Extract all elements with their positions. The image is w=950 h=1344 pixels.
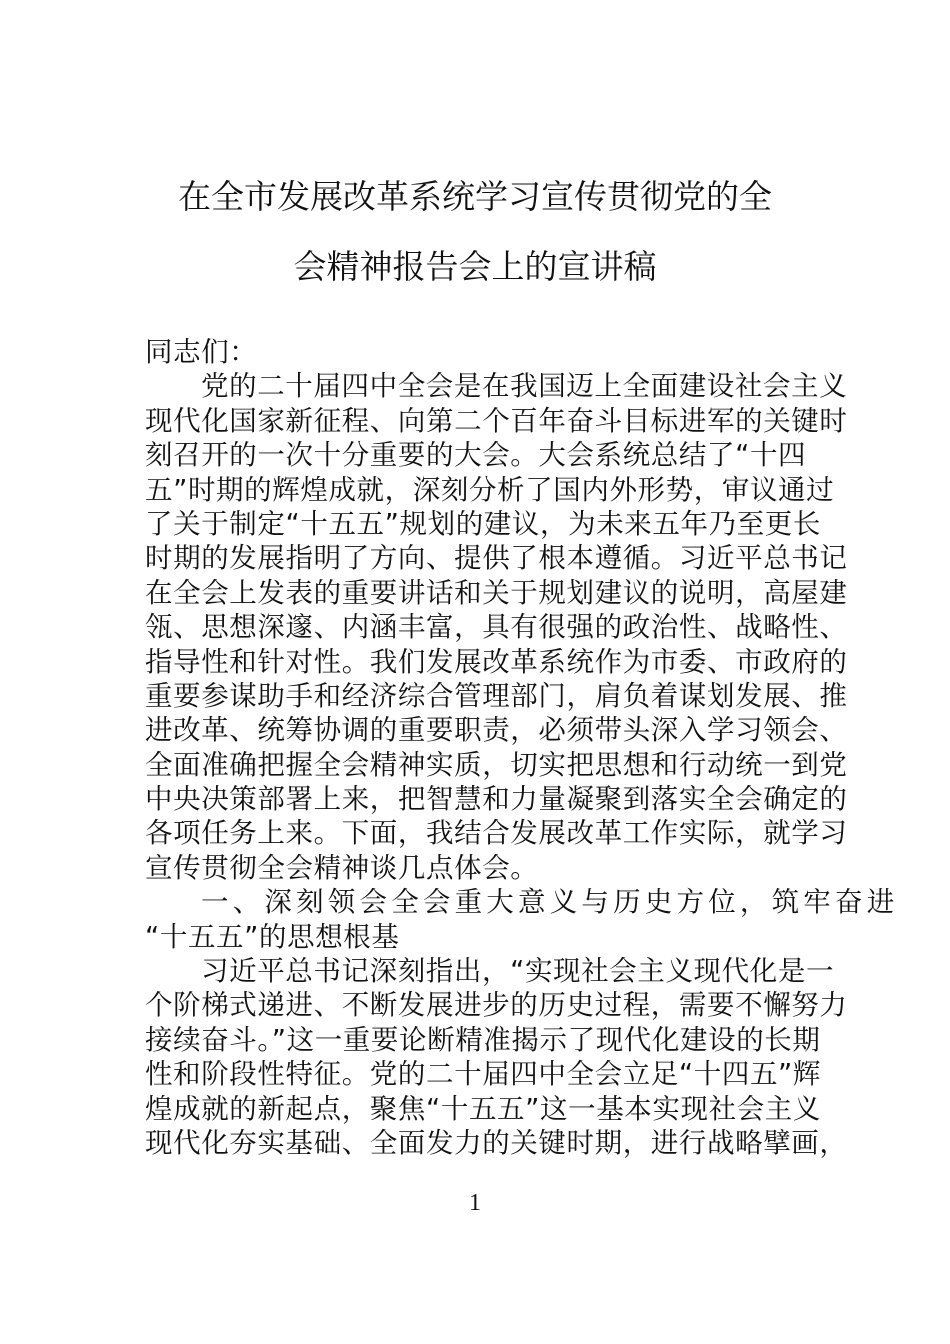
- paragraph-line: 五”时期的辉煌成就，深刻分析了国内外形势，审议通过: [145, 473, 835, 506]
- document-body: [145, 335, 899, 1160]
- page-number: 1: [469, 1190, 481, 1216]
- paragraph-line: 现代化夯实基础、全面发力的关键时期，进行战略擘画，: [145, 1126, 848, 1159]
- section-heading: 一、深刻领会全会重大意义与历史方位，筑牢奋进: [201, 886, 899, 919]
- document-title-line-2: 会精神报告会上的宣讲稿: [293, 247, 657, 286]
- paragraph-line: 现代化国家新征程、向第二个百年奋斗目标进军的关键时: [145, 404, 848, 437]
- paragraph-line: 进改革、统筹协调的重要职责，必须带头深入学习领会、: [145, 714, 848, 747]
- document-title-line-1: 在全市发展改革系统学习宣传贯彻党的全: [178, 177, 772, 216]
- paragraph-line: 瓴、思想深邃、内涵丰富，具有很强的政治性、战略性、: [145, 611, 848, 644]
- paragraph-line: 刻召开的一次十分重要的大会。大会系统总结了“十四: [145, 439, 807, 472]
- paragraph-line: 党的二十届四中全会是在我国迈上全面建设社会主义: [201, 370, 848, 403]
- paragraph-line: 个阶梯式递进、不断发展进步的历史过程，需要不懈努力: [145, 989, 848, 1022]
- salutation: 同志们：: [145, 336, 258, 368]
- paragraph-line: 宣传贯彻全会精神谈几点体会。: [145, 851, 539, 884]
- paragraph-line: 了关于制定“十五五”规划的建议，为未来五年乃至更长: [145, 507, 821, 540]
- paragraph-line: 全面准确把握全会精神实质，切实把思想和行动统一到党: [145, 748, 848, 781]
- paragraph-line: 在全会上发表的重要讲话和关于规划建议的说明，高屋建: [145, 576, 848, 609]
- paragraph-line: 习近平总书记深刻指出，“实现社会主义现代化是一: [201, 955, 835, 988]
- section-heading-continued: “十五五”的思想根基: [145, 920, 400, 953]
- paragraph-line: 中央决策部署上来，把智慧和力量凝聚到落实全会确定的: [145, 783, 848, 816]
- paragraph-line: 时期的发展指明了方向、提供了根本遵循。习近平总书记: [145, 542, 848, 575]
- paragraph-line: 指导性和针对性。我们发展改革系统作为市委、市政府的: [145, 645, 848, 678]
- paragraph-line: 煌成就的新起点，聚焦“十五五”这一基本实现社会主义: [145, 1092, 821, 1125]
- paragraph-line: 接续奋斗。”这一重要论断精准揭示了现代化建设的长期: [145, 1023, 821, 1056]
- paragraph-line: 各项任务上来。下面，我结合发展改革工作实际，就学习: [145, 817, 848, 850]
- paragraph-line: 重要参谋助手和经济综合管理部门，肩负着谋划发展、推: [145, 679, 848, 712]
- paragraph-line: 性和阶段性特征。党的二十届四中全会立足“十四五”辉: [145, 1058, 821, 1091]
